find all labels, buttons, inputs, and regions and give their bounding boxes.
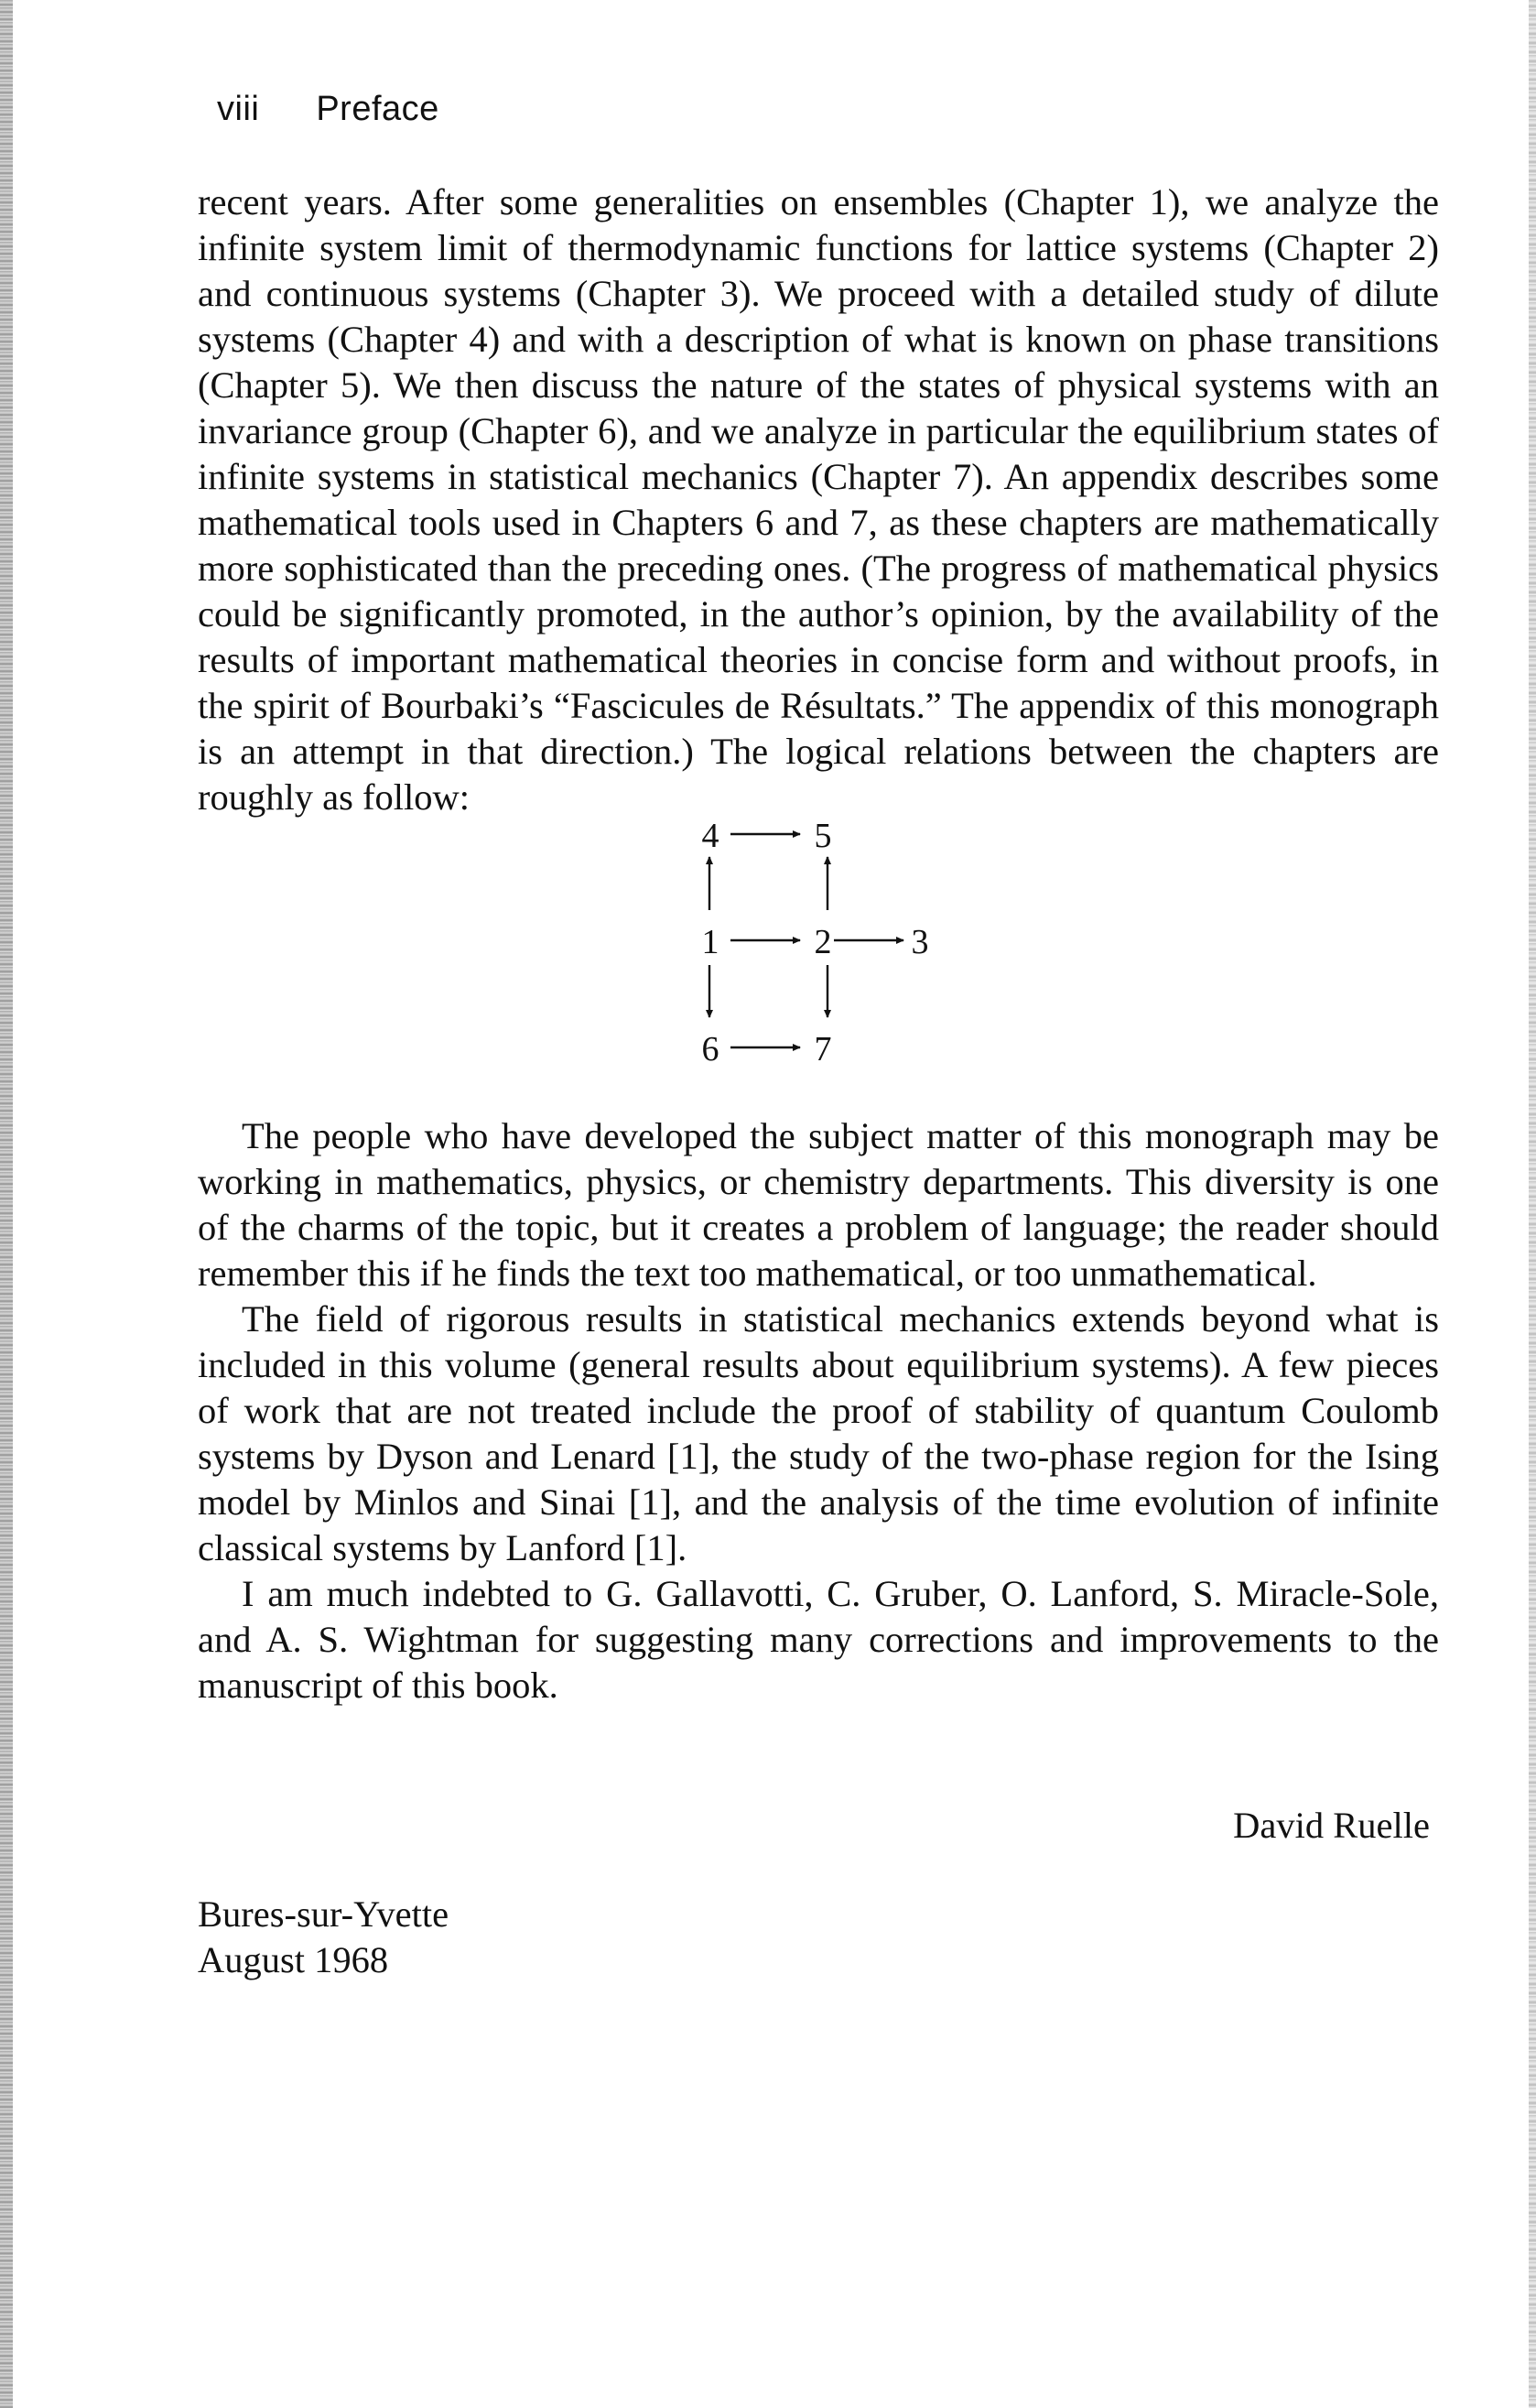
paragraph-2: The people who have developed the subject matter of this monograph may be working in mathematics, physics, or chemistry departments. This diversity is one of the charms of the topic, but it creates a problem of language; the reader should remember this if he finds the text too mathematical, or too unmathematical. <box>198 1115 1439 1294</box>
node-1: 1 <box>701 923 719 961</box>
running-head <box>217 90 439 129</box>
node-7: 7 <box>814 1030 832 1068</box>
paragraph-3: The field of rigorous results in statistical mechanics extends beyond what is included in this volume (general results about equilibrium systems). A few pieces of work that are not treated include the proof of stability of quantum Coulomb systems by Dyson and Lenard [1], the study of the two-phase region for the Ising model by Minlos and Sinai [1], and the analysis of the time evolution of infinite classical systems by Lanford [1]. <box>198 1298 1439 1568</box>
main-text <box>198 179 1439 1708</box>
paragraph-1: recent years. After some generalities on ensembles (Chapter 1), we analyze the infinite system limit of thermodynamic functions for lattice systems (Chapter 2) and continuous systems (Chapter 3). We proceed with a detailed study of dilute systems (Chapter 4) and with a description of what is known on phase transitions (Chapter 5). We then discuss the nature of the states of physical systems with an invariance group (Chapter 6), and we analyze in particular the equilibrium states of infinite systems in statistical mechanics (Chapter 7). An appendix describes some mathematical tools used in Chapters 6 and 7, as these chapters are mathematically more sophisticated than the preceding ones. (The progress of mathematical physics could be significantly promoted, in the author’s opinion, by the availability of the results of important mathematical theories in concise form and without proofs, in the spirit of Bourbaki’s “Fascicules de Résultats.” The appendix of this monograph is an attempt in that direction.) The logical relations between the chapters are roughly as follow: <box>198 181 1439 818</box>
scan-edge-right <box>1529 0 1536 2408</box>
node-5: 5 <box>814 820 832 855</box>
node-6: 6 <box>701 1030 719 1068</box>
signature: David Ruelle <box>1233 1805 1430 1846</box>
node-4: 4 <box>701 820 719 855</box>
node-2: 2 <box>814 923 832 961</box>
node-3: 3 <box>911 923 929 961</box>
place: Bures-sur-Yvette <box>198 1893 449 1935</box>
section-title: Preface <box>316 90 439 128</box>
place-and-date <box>198 1892 449 1983</box>
date: August 1968 <box>198 1939 389 1980</box>
page-number: viii <box>217 90 260 128</box>
diagram-svg <box>198 820 1439 1113</box>
scan-edge-left <box>0 0 13 2408</box>
paragraph-4: I am much indebted to G. Gallavotti, C. Gruber, O. Lanford, S. Miracle-Sole, and A. S. Wightman for suggesting many corrections and improvements to the manuscript of this book. <box>198 1573 1439 1706</box>
chapter-dependency-diagram <box>198 820 1439 1113</box>
